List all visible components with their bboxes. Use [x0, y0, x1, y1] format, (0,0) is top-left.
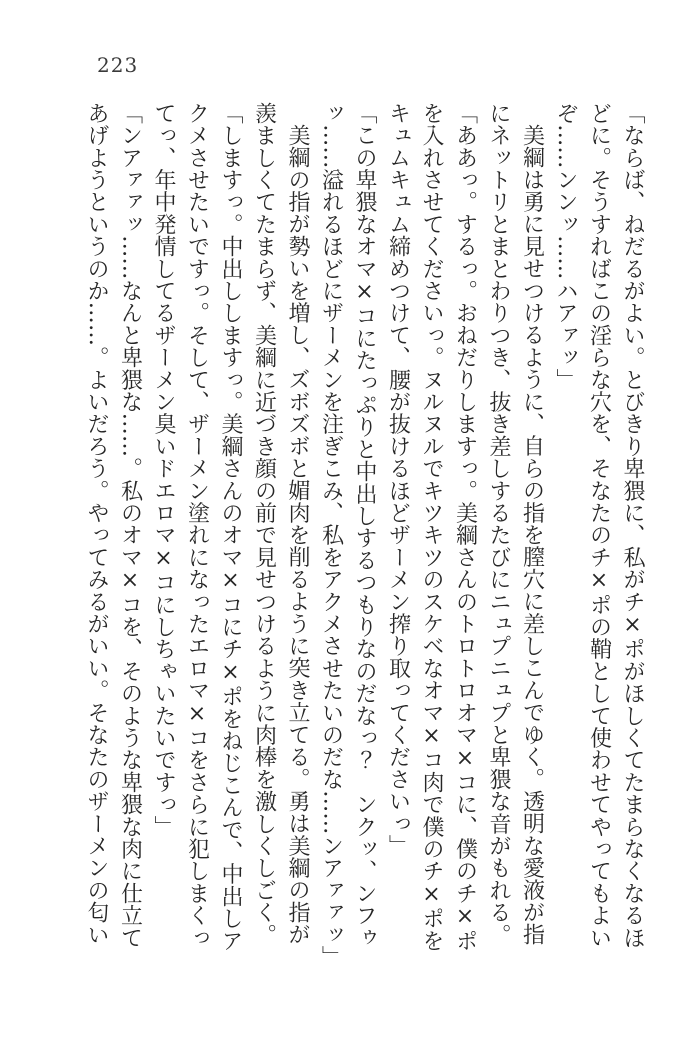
- text-column: にネットリとまとわりつき、抜き差しするたびにニュプニュプと卑猥な音がもれる。: [486, 102, 511, 946]
- text-column: 羨ましくてたまらず、美綱に近づき顔の前で見せつけるように肉棒を激しくしごく。: [251, 102, 277, 946]
- text-column: を入れさせてくださいっ。ヌルヌルでキツキツのスケベなオマ×コ肉で僕のチ×ポを: [419, 102, 444, 952]
- text-column: 「ああっ。するっ。おねだりしますっ。美綱さんのトロトロオマ×コに、僕のチ×ポ: [452, 102, 478, 952]
- text-column: 「この卑猥なオマ×コにたっぷりと中出しするつもりなのだなっ？ ンクッ、ンフゥ: [352, 102, 377, 949]
- text-column: 美綱は勇に見せつけるように、自らの指を膣穴に差しこんでゆく。透明な愛液が指: [519, 124, 545, 946]
- text-column: 「ンアァァッ……なんと卑猥な……。私のオマ×コを、そのような卑猥な肉に仕立て: [117, 102, 143, 949]
- text-block: [80, 102, 650, 968]
- text-column: ッ……溢れるほどにザーメンを注ぎこみ、私をアクメさせたいのだな……ンアァァッ」: [318, 102, 344, 968]
- text-column: キュムキュム締めつけて、腰が抜けるほどザーメン搾り取ってくださいっ」: [385, 102, 411, 857]
- text-column: ぞ……ンンッ……ハアァッ」: [553, 102, 578, 391]
- text-column: クメさせたいですっ。そして、ザーメン塗れになったエロマ×コをさらに犯しまくっ: [184, 102, 210, 949]
- text-column: 「ならば、ねだるがよい。とびきり卑猥に、私がチ×ポがほしくてたまらなくなるほ: [620, 102, 645, 949]
- text-column: 美綱の指が勢いを増し、ズボズボと媚肉を削るように突き立てる。勇は美綱の指が: [285, 124, 310, 946]
- text-column: どに。そうすればこの淫らな穴を、そなたのチ×ポの鞘として使わせてやってもよい: [586, 102, 612, 949]
- text-column: あげようというのか……。よいだろう。やってみるがいい。そなたのザーメンの匂い: [84, 102, 109, 946]
- text-column: てっ、年中発情してるザーメン臭いドエロマ×コにしちゃいたいですっ」: [151, 102, 176, 838]
- text-column: 「しますっ。中出ししますっ。美綱さんのオマ×コにチ×ポをねじこんで、中出しア: [218, 102, 243, 952]
- page-number: 223: [97, 53, 139, 77]
